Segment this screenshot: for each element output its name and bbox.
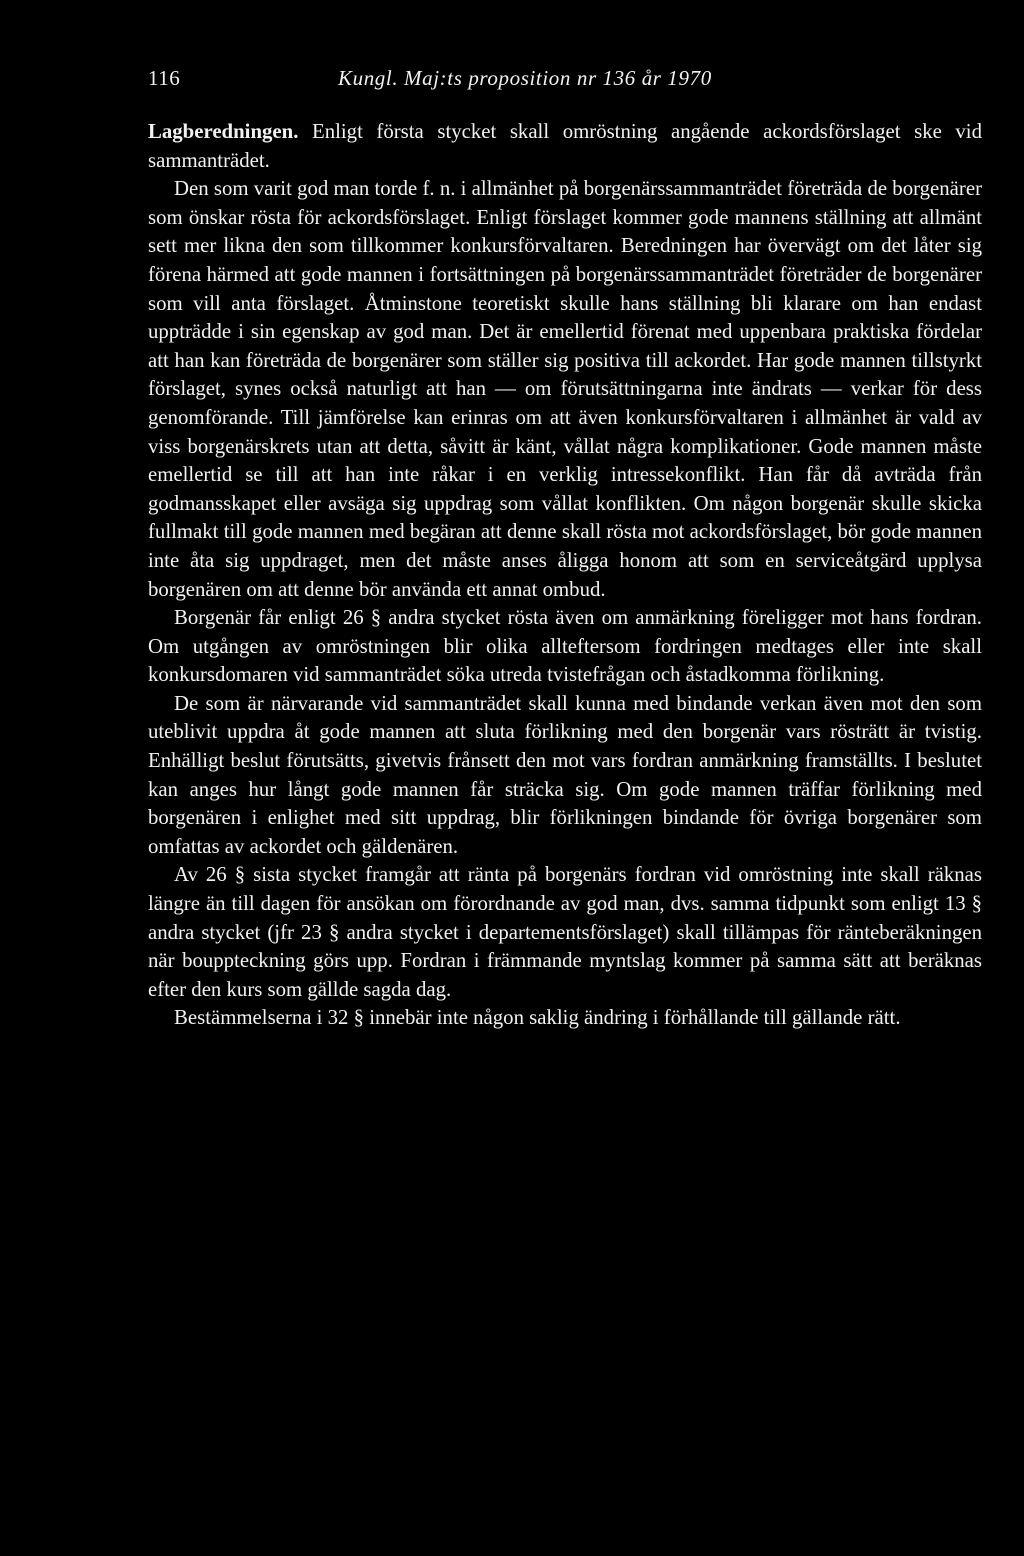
paragraph-text: Enligt första stycket skall omröstning angående ackordsförslaget ske vid sammanträdet. — [148, 120, 982, 172]
running-head: Kungl. Maj:ts proposition nr 136 år 1970 — [338, 66, 712, 90]
body-text — [148, 118, 982, 1033]
paragraph-1 — [148, 118, 982, 175]
paragraph-lead: Lagberedningen. — [148, 120, 299, 143]
paragraph-text: Av 26 § sista stycket framgår att ränta på borgenärs fordran vid omröstning inte skall räknas längre än till dagen för ansökan om förordnande av god man, dvs. samma tidpunkt som enligt 13 § andra stycket (jfr 23 § andra stycket i departementsförslaget) skall tillämpas för ränteberäkningen när bouppteckning görs upp. Fordran i främmande myntslag kommer på samma sätt att beräknas efter den kurs som gällde sagda dag. — [148, 863, 982, 1001]
paragraph-6 — [148, 1004, 982, 1033]
paragraph-2 — [148, 175, 982, 604]
paragraph-text: Borgenär får enligt 26 § andra stycket rösta även om anmärkning föreligger mot hans fordran. Om utgången av omröstningen blir olika allteftersom fordringen medtages eller inte skall konkursdomaren vid sammanträdet söka utreda tvistefrågan och åstadkomma förlikning. — [148, 606, 982, 687]
page-header — [148, 66, 982, 106]
paragraph-text: De som är närvarande vid sammanträdet skall kunna med bindande verkan även mot den som uteblivit uppdra åt gode mannen att sluta förlikning med den borgenär vars rösträtt är tvistig. Enhälligt beslut förutsätts, givetvis frånsett den mot vars fordran anmärkning framställts. I beslutet kan anges hur långt gode mannen får sträcka sig. Om gode mannen träffar förlikning med borgenären i enlighet med sitt uppdrag, blir förlikningen bindande för övriga borgenärer som omfattas av ackordet och gäldenären. — [148, 691, 982, 858]
document-page — [148, 66, 982, 1033]
paragraph-text: Bestämmelserna i 32 § innebär inte någon saklig ändring i förhållande till gällande rätt. — [174, 1006, 901, 1030]
paragraph-5 — [148, 861, 982, 1004]
page-number: 116 — [148, 66, 181, 90]
paragraph-text: Den som varit god man torde f. n. i allmänhet på borgenärssammanträdet företräda de borgenärer som önskar rösta för ackordsförslaget. Enligt förslaget kommer gode mannens ställning att allmänt sett mer likna den som tillkommer konkursförvaltaren. Beredningen har övervägt om det låter sig förena härmed att gode mannen i fortsättningen på borgenärssammanträdet företräder de borgenärer som vill anta förslaget. Åtminstone teoretiskt skulle hans ställning bli klarare om han endast uppträdde i sin egenskap av god man. Det är emellertid förenat med uppenbara praktiska fördelar att han kan företräda de borgenärer som ställer sig positiva till ackordet. Har gode mannen tillstyrkt förslaget, synes också naturligt att han –– om förutsättningarna inte ändrats –– verkar för dess genomförande. Till jämförelse kan erinras om att även konkursförvaltaren i allmänhet är vald av viss borgenärskrets utan att detta, såvitt är känt, vållat några komplikationer. Gode mannen måste emellertid se till att han inte råkar i en verklig intressekonflikt. Han får då avträda från godmansskapet eller avsäga sig uppdrag som vållat konflikten. Om någon borgenär skulle skicka fullmakt till gode mannen med begäran att denne skall rösta mot ackordsförslaget, bör gode mannen inte åta sig uppdraget, men det måste anses åligga honom att som en serviceåtgärd upplysa borgenären om att denne bör använda ett annat ombud. — [148, 177, 982, 601]
paragraph-4 — [148, 690, 982, 862]
paragraph-3 — [148, 604, 982, 690]
